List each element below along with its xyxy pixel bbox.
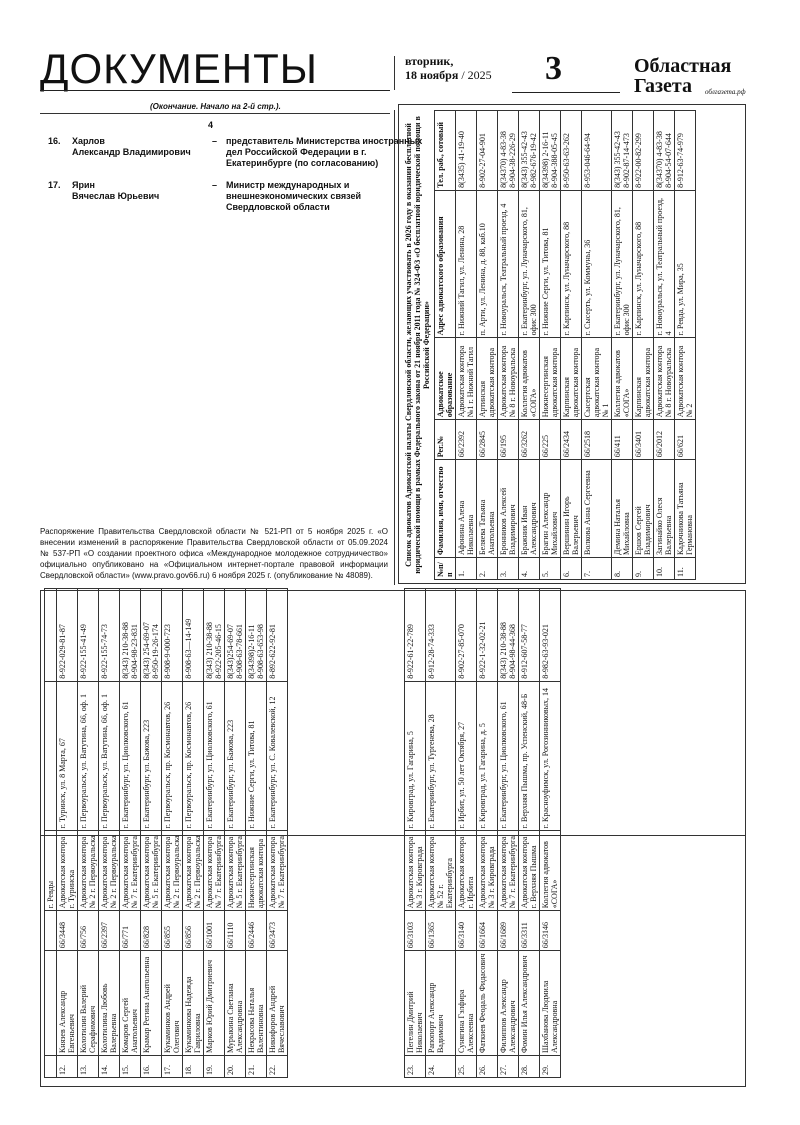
table-cell: 17. — [162, 1056, 183, 1078]
table-cell: 8-902-27-85-070 — [456, 589, 477, 682]
table-row — [654, 111, 675, 580]
table-cell: г. Ревда, ул. Мира, 35 — [675, 190, 696, 338]
table-row — [162, 589, 183, 1078]
issue-year: / 2025 — [458, 68, 492, 82]
table-row — [57, 589, 78, 1078]
lawyers-list-part-b — [404, 588, 561, 1078]
table-row — [498, 111, 519, 580]
table-cell: 8(343) 254-69-07 8-950-19-26-174 — [141, 589, 162, 682]
table-cell: 66/3311 — [519, 911, 540, 951]
table-cell: Ершов Сергей Владимирович — [633, 460, 654, 558]
masthead-separator — [394, 56, 395, 90]
table-cell: 8-892-622-92-81 — [267, 589, 288, 682]
table-cell: 21. — [246, 1056, 267, 1078]
table-cell: Адвокатская контора г. Туринска — [57, 831, 78, 911]
table-cell: Пегелин Дмитрий Николаевич — [405, 951, 426, 1056]
table-cell: 66/3262 — [519, 420, 540, 460]
table-cell: 66/3448 — [57, 911, 78, 951]
table-cell: Адвокатская контора г. Верхняя Пышма — [519, 831, 540, 911]
table-cell: г. Екатеринбург, ул. С. Ковалевской, 12 — [267, 681, 288, 831]
newspaper-logo-line1: Областная — [634, 55, 732, 77]
table-cell: Филиппов Александр Александрович — [498, 951, 519, 1056]
table-cell: 24. — [426, 1056, 456, 1078]
section-rule — [40, 113, 390, 114]
table-cell: Карпинская адвокатская контора — [633, 338, 654, 420]
column-header: Фамилия, имя, отчество — [435, 460, 456, 558]
table-cell: г. Карпинск, ул. Луначарского, 88 — [633, 190, 654, 338]
table-cell: 8(3435) 41-19-40 — [456, 111, 477, 191]
table-cell: 66/1365 — [426, 911, 456, 951]
table-cell: 2. — [477, 558, 498, 580]
table-cell: 23. — [405, 1056, 426, 1078]
table-cell: Никифоров Андрей Вячеславович — [267, 951, 288, 1056]
table-cell: Адвокатская контора № 7 г. Екатеринбурга — [498, 831, 519, 911]
table-cell: Колотилина Любовь Валерьевна — [99, 951, 120, 1056]
member-role: представитель Министерства иностранных дел Российской Федерации в г. Екатеринбурге (по согласованию) — [226, 136, 423, 168]
table-cell: г. Екатеринбург, ул. Бажова, 223 — [225, 681, 246, 831]
table-cell: Шахбанова Людмила Александровна — [540, 951, 561, 1056]
table-cell: 3. — [498, 558, 519, 580]
table-cell — [45, 1056, 57, 1078]
table-cell: п. Арти, ул. Ленина, д. 88, каб.10 — [477, 190, 498, 338]
table-cell: Крамар Регина Анатольевна — [141, 951, 162, 1056]
table-cell: г. Ревды — [45, 831, 57, 911]
table-cell: 25. — [456, 1056, 477, 1078]
table-cell: г. Первоуральск, ул. Ватутина, 66, оф. 1 — [99, 681, 120, 831]
table-cell — [45, 681, 57, 831]
table-cell: Фаткиев Феодаль Фидасович — [477, 951, 498, 1056]
table-cell — [45, 589, 57, 682]
table-cell: 66/3473 — [267, 911, 288, 951]
column-header: Адвокатское образование — [435, 338, 456, 420]
table-cell: Адвокатская контора №1 г. Нижний Тагил — [456, 338, 477, 420]
table-cell: 66/195 — [498, 420, 519, 460]
table-cell: 8-950-63-63-262 — [561, 111, 582, 191]
table-cell: 20. — [225, 1056, 246, 1078]
table-header-row — [435, 111, 456, 580]
table-cell: Фомин Илья Александрович — [519, 951, 540, 1056]
table-cell: Карпинская адвокатская контора — [561, 338, 582, 420]
table-cell: г. Екатеринбург, ул. Циолковского, 61 — [498, 681, 519, 831]
table-cell: 66/3401 — [633, 420, 654, 460]
lawyers-table — [434, 110, 696, 580]
table-cell: Кукаминкова Надежда Гавриловна — [183, 951, 204, 1056]
table-cell: 8(343) 355-42-43 8-982-676-19-42 — [519, 111, 540, 191]
table-row — [120, 589, 141, 1078]
table-cell: Демина Наталья Михайловна — [612, 460, 633, 558]
table-cell: 8-908-63—14-149 — [183, 589, 204, 682]
column-header: №п/п — [435, 558, 456, 580]
table-cell: 8-922-155-41-49 — [78, 589, 99, 682]
table-row — [426, 589, 456, 1078]
issue-date — [405, 68, 492, 83]
table-row — [582, 111, 612, 580]
table-cell: 8(34398) 2-16-11 8-904-388-05-45 — [540, 111, 561, 191]
table-cell: г. Кировград, ул. Гагарина, д. 5 — [477, 681, 498, 831]
table-cell: 13. — [78, 1056, 99, 1078]
table-cell: 10. — [654, 558, 675, 580]
table-cell: г. Екатеринбург, ул. Луначарского, 81, офис 300 — [612, 190, 633, 338]
table-row — [183, 589, 204, 1078]
table-cell: Бронников Алексей Владимирович — [498, 460, 519, 558]
table-cell: 8(343) 210-38-88 8-904-98-44-368 — [498, 589, 519, 682]
table-cell: 66/771 — [120, 911, 141, 951]
table-cell: Адвокатская контора № 2 — [675, 338, 696, 420]
table-cell: 8-922-00-82-299 — [633, 111, 654, 191]
table-cell: г. Новоуральск, ул. Театральный проезд, 4 — [654, 190, 675, 338]
table-row — [456, 589, 477, 1078]
rubric-title: ДОКУМЕНТЫ — [40, 45, 318, 92]
table-cell: Адвокатская контора № 2 г. Первоуральска — [99, 831, 120, 911]
newspaper-logo-line2: Газета — [634, 75, 692, 97]
table-cell: 1. — [456, 558, 477, 580]
table-cell: 66/2012 — [654, 420, 675, 460]
newspaper-url: облгазета.рф — [705, 88, 746, 96]
table-row — [498, 589, 519, 1078]
table-cell: 9. — [633, 558, 654, 580]
member-name: Харлов Александр Владимирович — [72, 136, 191, 157]
table-row — [540, 589, 561, 1078]
table-cell: г. Новоуральск, Театральный проезд, 4 — [498, 190, 519, 338]
table-cell: г. Екатеринбург, ул. Циолковского, 61 — [120, 681, 141, 831]
table-row — [561, 111, 582, 580]
table-cell: 66/2518 — [582, 420, 612, 460]
member-number: 17. — [48, 180, 61, 190]
table-cell: Коллегия адвокатов «СОГА» — [519, 338, 540, 420]
table-cell: 66/1664 — [477, 911, 498, 951]
rubric-underline — [40, 90, 390, 91]
table-cell: 8(343) 210-38-88 8-904-98-23-831 — [120, 589, 141, 682]
table-cell: 14. — [99, 1056, 120, 1078]
table-cell: Адвокатская контора № 5 г. Екатеринбурга — [141, 831, 162, 911]
table-row — [519, 589, 540, 1078]
member-number: 16. — [48, 136, 61, 146]
table-cell: Брагин Александр Михайлович — [540, 460, 561, 558]
table-cell: 66/2392 — [456, 420, 477, 460]
table-cell: 8(343) 210-38-88 8-922-205-46-15 — [204, 589, 225, 682]
lawyers-list-block — [402, 110, 696, 580]
table-cell: 6. — [561, 558, 582, 580]
table-cell: 66/856 — [183, 911, 204, 951]
table-cell: Адвокатская контора № 52 г. Екатеринбурга — [426, 831, 456, 911]
table-row — [456, 111, 477, 580]
table-cell: г. Нижние Серги, ул. Титова, 81 — [540, 190, 561, 338]
table-cell: г. Ирбит, ул. 50 лет Октября, 27 — [456, 681, 477, 831]
table-row — [633, 111, 654, 580]
table-cell: 66/225 — [540, 420, 561, 460]
table-cell: 8(34398)2-16-11 8-908-63-653-98 — [246, 589, 267, 682]
committee-member-row — [48, 180, 426, 213]
table-cell: г. Екатеринбург, ул. Тургенева, 28 — [426, 681, 456, 831]
table-cell: Артинская адвокатская контора — [477, 338, 498, 420]
table-cell: 66/756 — [78, 911, 99, 951]
table-cell: Адвокатская контора № 7 г. Екатеринбурга — [120, 831, 141, 911]
table-cell: Вершинин Игорь Валерьевич — [561, 460, 582, 558]
table-cell: 8-953-046-64-94 — [582, 111, 612, 191]
table-cell: 8-908-9-000-723 — [162, 589, 183, 682]
table-row — [141, 589, 162, 1078]
lawyers-list-title: Список адвокатов Адвокатской палаты Свердловской области, желающих участвовать в 2026 году в оказании бесплатной юридической помощи в рамках Федерального закона от 21 ноября 2011 года № 324-ФЗ «О бесплатной юридической помощи в Российской Федерации» — [404, 116, 431, 574]
issue-day-month: 18 ноября — [405, 68, 459, 82]
table-cell: Нижнесергинская адвокатская контора — [540, 338, 561, 420]
table-cell: 8(343)254-69-07 8-908-63-78-661 — [225, 589, 246, 682]
table-cell: г. Красноуфимск, ул. Рогозинниковых, 14 — [540, 681, 561, 831]
table-cell: г. Екатеринбург, ул. Бажова, 223 — [141, 681, 162, 831]
member-role: Министр международных и внешнеэкономических связей Свердловской области — [226, 180, 361, 212]
table-cell: Кукаминков Андрей Олегович — [162, 951, 183, 1056]
table-cell: 19. — [204, 1056, 225, 1078]
table-cell: 28. — [519, 1056, 540, 1078]
table-cell: Сысертская адвокатская контора № 1 — [582, 338, 612, 420]
table-cell: 8-912-28-74-333 — [426, 589, 456, 682]
table-cell: г. Нижний Тагил, ул. Ленина, 28 — [456, 190, 477, 338]
table-cell: г. Кировград, ул. Гагарина, 5 — [405, 681, 426, 831]
table-cell: Марков Юрий Дмитриевич — [204, 951, 225, 1056]
table-cell: 27. — [498, 1056, 519, 1078]
table-cell: 22. — [267, 1056, 288, 1078]
table-cell: г. Нижние Серги, ул. Титова, 81 — [246, 681, 267, 831]
table-cell: 18. — [183, 1056, 204, 1078]
table-row — [477, 589, 498, 1078]
table-cell: Коллегия адвокатов «СОГА» — [540, 831, 561, 911]
table-cell: Мурыкина Светлана Александровна — [225, 951, 246, 1056]
table-cell: Адвокатская контора г. Ирбита — [456, 831, 477, 911]
table-row — [204, 589, 225, 1078]
table-cell: 26. — [477, 1056, 498, 1078]
table-cell: Адвокатская контора № 7 г. Екатеринбурга — [267, 831, 288, 911]
column-header: Адрес адвокатского образования — [435, 190, 456, 338]
table-cell: 8-912-63-74-979 — [675, 111, 696, 191]
table-cell: 5. — [540, 558, 561, 580]
table-cell: г. Первоуральск, пр. Космонавтов, 26 — [183, 681, 204, 831]
table-row — [99, 589, 120, 1078]
table-cell: 66/2446 — [246, 911, 267, 951]
table-row — [612, 111, 633, 580]
table-cell: 66/2845 — [477, 420, 498, 460]
continuation-note: (Окончание. Начало на 2-й стр.). — [150, 102, 281, 111]
table-cell: Беляева Татьяна Анатольевна — [477, 460, 498, 558]
table-cell: г. Первоуральск, ул. Ватутина, 66, оф. 1 — [78, 681, 99, 831]
table-row — [45, 589, 57, 1078]
table-cell: Коллегия адвокатов «СОГА» — [612, 338, 633, 420]
table-cell: Адвокатская контора № 2 г. Первоуральска — [183, 831, 204, 911]
table-cell: Адвокатская контора № 8 г. Новоуральска — [498, 338, 519, 420]
lawyers-table-part-b — [404, 588, 561, 1078]
table-row — [78, 589, 99, 1078]
column-header: Тел. раб., сотовый — [435, 111, 456, 191]
table-cell: 66/828 — [141, 911, 162, 951]
table-cell: 8-922-61-22-789 — [405, 589, 426, 682]
member-dash: – — [212, 180, 218, 190]
table-cell: 66/621 — [675, 420, 696, 460]
table-cell: 4. — [519, 558, 540, 580]
table-cell: Волкова Анна Сергеевна — [582, 460, 612, 558]
table-cell: 8-922-029-81-87 — [57, 589, 78, 682]
table-row — [225, 589, 246, 1078]
lawyers-table-part-a — [44, 588, 288, 1078]
table-cell: г. Екатеринбург, ул. Луначарского, 81, офис 300 — [519, 190, 540, 338]
table-cell: Адвокатская контора № 5 г. Екатеринбурга — [225, 831, 246, 911]
table-cell: 66/411 — [612, 420, 633, 460]
table-cell: Нижнесергинская адвокатская контора — [246, 831, 267, 911]
table-cell: 8(343) 355-42-43 8-902-87-14-473 — [612, 111, 633, 191]
table-cell: 8-922-1-32-02-21 — [477, 589, 498, 682]
table-cell: 7. — [582, 558, 612, 580]
committee-member-row — [48, 136, 426, 169]
table-cell: Рапопорт Александр Вадимович — [426, 951, 456, 1056]
table-cell: 66/3146 — [540, 911, 561, 951]
table-cell: Бражник Иван Александрович — [519, 460, 540, 558]
table-row — [267, 589, 288, 1078]
table-cell: Адвокатская контора № 2 г. Первоуральска — [78, 831, 99, 911]
table-cell: 8-982-63-93-021 — [540, 589, 561, 682]
table-cell: 15. — [120, 1056, 141, 1078]
table-cell: Адвокатская контора № 3 г. Кировграда — [477, 831, 498, 911]
table-cell: 66/3140 — [456, 911, 477, 951]
page-number: 3 — [545, 50, 562, 87]
table-cell: 11. — [675, 558, 696, 580]
table-cell: 8-902-27-04-901 — [477, 111, 498, 191]
table-cell: 8(34370) 4-83-38 8-904-54-07-644 — [654, 111, 675, 191]
lawyers-list-part-a — [44, 588, 288, 1078]
table-cell: 66/1689 — [498, 911, 519, 951]
table-cell: Адвокатская контора № 2 г. Первоуральска — [162, 831, 183, 911]
table-cell: 66/1001 — [204, 911, 225, 951]
table-cell — [45, 951, 57, 1056]
table-cell: Сунягина Гэлфира Алексеевна — [456, 951, 477, 1056]
table-cell: Адвокатская контора № 7 г. Екатеринбурга — [204, 831, 225, 911]
member-dash: – — [212, 136, 218, 146]
table-row — [540, 111, 561, 580]
table-cell: 8-912-607-58-77 — [519, 589, 540, 682]
table-cell: 12. — [57, 1056, 78, 1078]
table-cell: г. Туринск, ул. 8 Марта, 67 — [57, 681, 78, 831]
table-row — [477, 111, 498, 580]
table-cell: 66/3103 — [405, 911, 426, 951]
table-cell: Некрасова Наталья Валентиновна — [246, 951, 267, 1056]
table-row — [246, 589, 267, 1078]
table-row — [519, 111, 540, 580]
table-row — [675, 111, 696, 580]
table-cell: 29. — [540, 1056, 561, 1078]
table-cell: 16. — [141, 1056, 162, 1078]
table-cell: г. Карпинск, ул. Луначарского, 88 — [561, 190, 582, 338]
table-cell: 66/2434 — [561, 420, 582, 460]
table-cell: Комаров Сергей Анатольевич — [120, 951, 141, 1056]
table-cell: 66/855 — [162, 911, 183, 951]
table-cell: г. Сысерть, ул. Коммуны, 36 — [582, 190, 612, 338]
table-cell: г. Первоуральск, пр. Космонавтов, 26 — [162, 681, 183, 831]
issue-weekday: вторник, — [405, 54, 454, 68]
table-cell: 66/1110 — [225, 911, 246, 951]
table-cell: Адвокатская контора № 8 г. Новоуральска — [654, 338, 675, 420]
table-cell: Кадочникова Татьяна Германовна — [675, 460, 696, 558]
page-number-underline — [512, 92, 620, 93]
member-name: Ярин Вячеслав Юрьевич — [72, 180, 160, 201]
table-cell: Афонина Алена Николаевна — [456, 460, 477, 558]
table-cell: 8(34370) 4-83-38 8-904-38-226-29 — [498, 111, 519, 191]
table-cell: г. Верхняя Пышма, пр. Успенский, 48-Б — [519, 681, 540, 831]
table-cell: Князев Александр Евгеньевич — [57, 951, 78, 1056]
table-cell: г. Екатеринбург, ул. Циолковского, 61 — [204, 681, 225, 831]
table-cell: 66/2397 — [99, 911, 120, 951]
table-cell: 8. — [612, 558, 633, 580]
table-cell: 8-922-155-74-73 — [99, 589, 120, 682]
table-cell: Адвокатская контора № 3 г. Кировграда — [405, 831, 426, 911]
column-header: Рег.№ — [435, 420, 456, 460]
list-page-number: 4 — [208, 120, 214, 130]
table-cell: Загинайко Олеся Валерьевна — [654, 460, 675, 558]
table-cell — [45, 911, 57, 951]
table-cell: Колотилин Валерий Серафимович — [78, 951, 99, 1056]
decree-publication-note: Распоряжение Правительства Свердловской области № 521-РП от 5 ноября 2025 г. «О внесении изменений в распоряжение Правительства Свердловской области от 05.09.2024 № 537-РП «О создании проектного офиса «Международное молодежное сотрудничество» официально опубликовано на «Официальном интернет-портале правовой информации Свердловской области» (www.pravo.gov66.ru) 6 ноября 2025 г. (опубликование № 48089). — [40, 527, 388, 580]
table-row — [405, 589, 426, 1078]
